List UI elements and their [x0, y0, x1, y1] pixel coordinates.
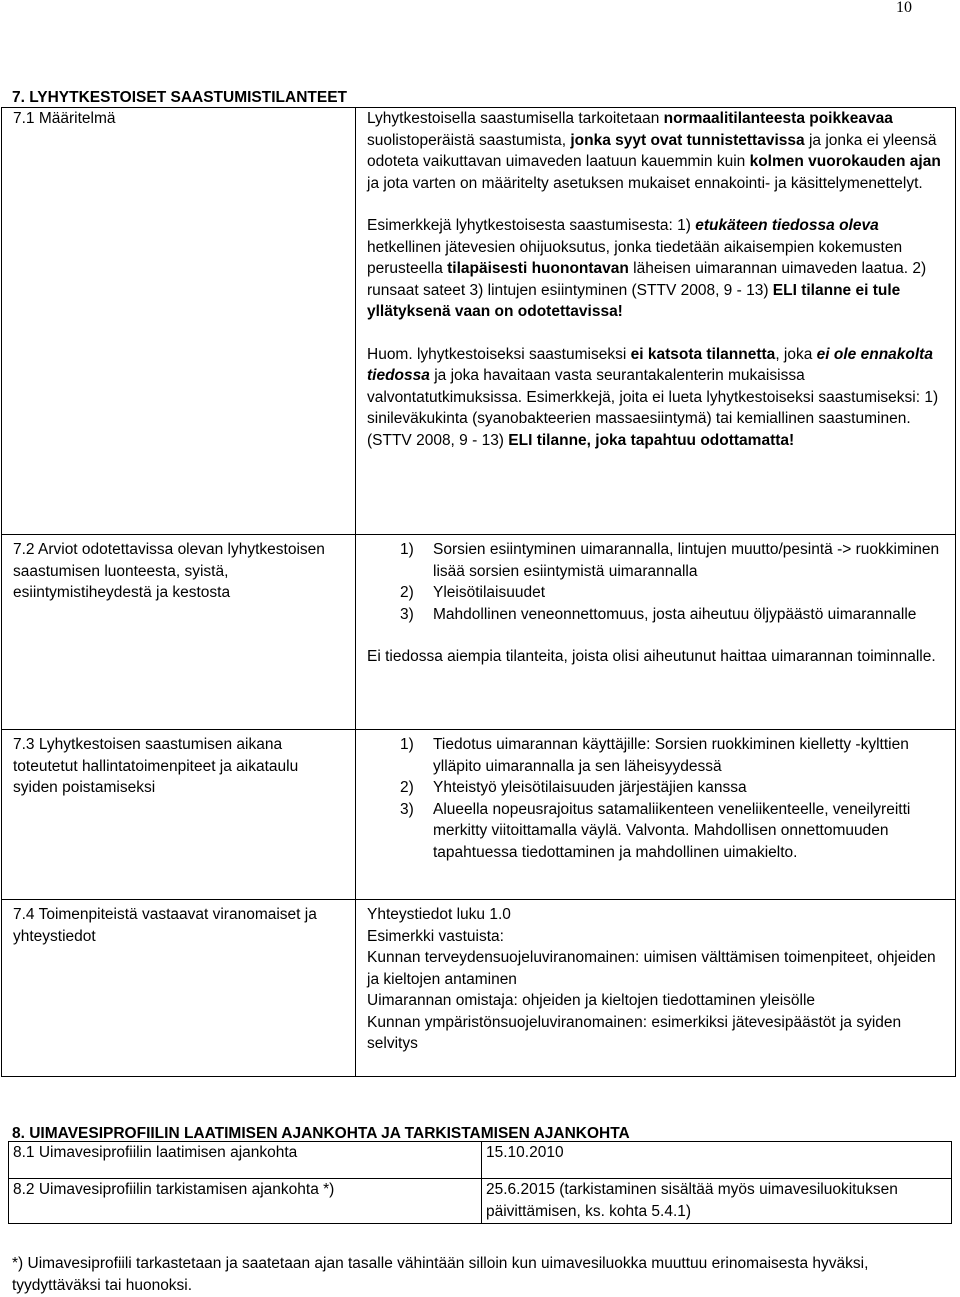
contact-line: Yhteystiedot luku 1.0	[367, 906, 511, 923]
table-cell-value: 25.6.2015 (tarkistaminen sisältää myös uimavesiluokituksen päivittämisen, ks. kohta 5.4.1)	[482, 1179, 952, 1224]
causes-list	[367, 539, 947, 625]
text-run: ei katsota tilannetta	[630, 345, 776, 363]
row-7-4-content	[367, 904, 947, 1055]
list-item: 2) Yhteistyö yleisötilaisuuden järjestäjien kanssa	[400, 779, 747, 796]
row-7-4-label: 7.4 Toimenpiteistä vastaavat viranomaiset ja yhteystiedot	[13, 906, 317, 945]
section-8-heading: 8. UIMAVESIPROFIILIN LAATIMISEN AJANKOHTA JA TARKISTAMISEN AJANKOHTA	[12, 1125, 630, 1142]
contact-line: Kunnan ympäristönsuojeluviranomainen: esimerkiksi jätevesipäästöt ja syiden selvitys	[367, 1013, 902, 1052]
examples-paragraph	[367, 215, 947, 323]
row-7-1-label: 7.1 Määritelmä	[13, 110, 116, 127]
row-divider	[2, 534, 955, 535]
text-run: , joka	[775, 345, 817, 363]
row-7-3-label: 7.3 Lyhytkestoisen saastumisen aikana toteutetut hallintatoimenpiteet ja aikataulu syiden poistamiseksi	[13, 736, 299, 796]
row-7-2-label: 7.2 Arviot odotettavissa olevan lyhytkestoisen saastumisen luonteesta, syistä, esiintymistiheydestä ja kestosta	[13, 541, 325, 601]
text-run: ja jonka ei yleensä odoteta vaikuttavan uimaveden laatuun kauemmin kuin	[367, 131, 937, 170]
list-item: 3) Mahdollinen veneonnettomuus, josta aiheutuu öljypäästö uimarannalle	[400, 605, 917, 623]
note-text: Ei tiedossa aiempia tilanteita, joista olisi aiheutunut haittaa uimarannan toiminnalle.	[367, 648, 936, 665]
text-run: tilapäisesti huonontavan	[447, 260, 629, 277]
table-row	[9, 1179, 952, 1224]
list-item: 2) Yleisötilaisuudet	[400, 584, 546, 601]
row-7-2-content	[367, 539, 947, 668]
text-run: suolistoperäistä saastumista,	[367, 131, 571, 149]
page-number: 10	[896, 0, 912, 16]
text-run: ELI tilanne, joka tapahtuu odottamatta!	[508, 431, 795, 449]
row-divider	[2, 899, 955, 900]
text-run: normaalitilanteesta poikkeavaa	[663, 110, 893, 127]
contact-line: Uimarannan omistaja: ohjeiden ja kieltojen tiedottaminen yleisölle	[367, 992, 816, 1009]
text-run: Esimerkkejä lyhytkestoisesta saastumisesta: 1)	[367, 217, 696, 234]
definition-paragraph	[367, 108, 947, 194]
text-run: ja joka havaitaan vasta seurantakalenterin mukaisissa valvontatutkimuksissa. Esimerkkejä, joita ei lueta lyhytkestoiseksi saastumiseksi: 1) sinileväkukinta (syanobakteerien massaesiintymä) tai kemiallinen saastuminen. (STTV 2008, 9 - 13)	[367, 367, 939, 449]
footnote: *) Uimavesiprofiili tarkastetaan ja saatetaan ajan tasalle vähintään silloin kun uimavesiluokka muuttuu erinomaisesta hyväksi, tyydyttäväksi tai huonoksi.	[12, 1255, 869, 1294]
text-run: jonka syyt ovat tunnistettavissa	[570, 131, 805, 149]
table-cell-label: 8.2 Uimavesiprofiilin tarkistamisen ajankohta *)	[9, 1179, 482, 1224]
measures-list	[367, 734, 947, 863]
table-cell-value: 15.10.2010	[482, 1142, 952, 1179]
text-run: etukäteen tiedossa oleva	[695, 217, 879, 234]
row-divider	[2, 729, 955, 730]
text-run: ja jota varten on määritelty asetuksen mukaiset ennakointi- ja käsittelymenettelyt.	[367, 174, 923, 192]
text-run: Lyhytkestoisella saastumisella tarkoitetaan	[367, 110, 664, 127]
text-run: läheisen uimarannan uimaveden laatua. 2) runsaat sateet 3) lintujen esiintyminen (STTV 2008, 9 - 13)	[367, 260, 927, 299]
table-cell-label: 8.1 Uimavesiprofiilin laatimisen ajankohta	[9, 1142, 482, 1179]
text-run: hetkellinen jätevesien ohijuoksutus, jonka tiedetään aikaisempien kokemusten perusteella	[367, 238, 903, 277]
list-item: 1) Sorsien esiintyminen uimarannalla, lintujen muutto/pesintä -> ruokkiminen lisää sorsien esiintymistä uimarannalla	[400, 541, 940, 580]
text-run: Huom. lyhytkestoiseksi saastumiseksi	[367, 345, 631, 363]
column-divider	[355, 107, 356, 1076]
text-run: kolmen vuorokauden ajan	[749, 153, 941, 170]
list-item: 3) Alueella nopeusrajoitus satamaliikenteen veneliikenteelle, veneilyreitti merkitty viitoittamalla väylä. Valvonta. Mahdollisen onnettomuuden tapahtuessa tiedottaminen ja mahdollinen uimakielto.	[400, 800, 911, 861]
section-8-table	[8, 1141, 952, 1224]
row-7-1-content	[367, 108, 947, 451]
text-run: ei ole ennakolta tiedossa	[367, 345, 933, 384]
list-item: 1) Tiedotus uimarannan käyttäjille: Sorsien ruokkiminen kielletty -kylttien ylläpito uimarannalla ja sen läheisyydessä	[400, 736, 909, 775]
table-row	[9, 1142, 952, 1179]
contact-line: Esimerkki vastuista:	[367, 927, 504, 945]
section-7-heading: 7. LYHYTKESTOISET SAASTUMISTILANTEET	[12, 89, 348, 106]
contact-line: Kunnan terveydensuojeluviranomainen: uimisen välttämisen toimenpiteet, ohjeiden ja kieltojen antaminen	[367, 949, 936, 988]
text-run: ELI tilanne ei tule yllätyksenä vaan on odotettavissa!	[367, 281, 901, 320]
section-7-table	[1, 107, 956, 1077]
row-7-3-content	[367, 734, 947, 863]
note-paragraph	[367, 344, 947, 452]
